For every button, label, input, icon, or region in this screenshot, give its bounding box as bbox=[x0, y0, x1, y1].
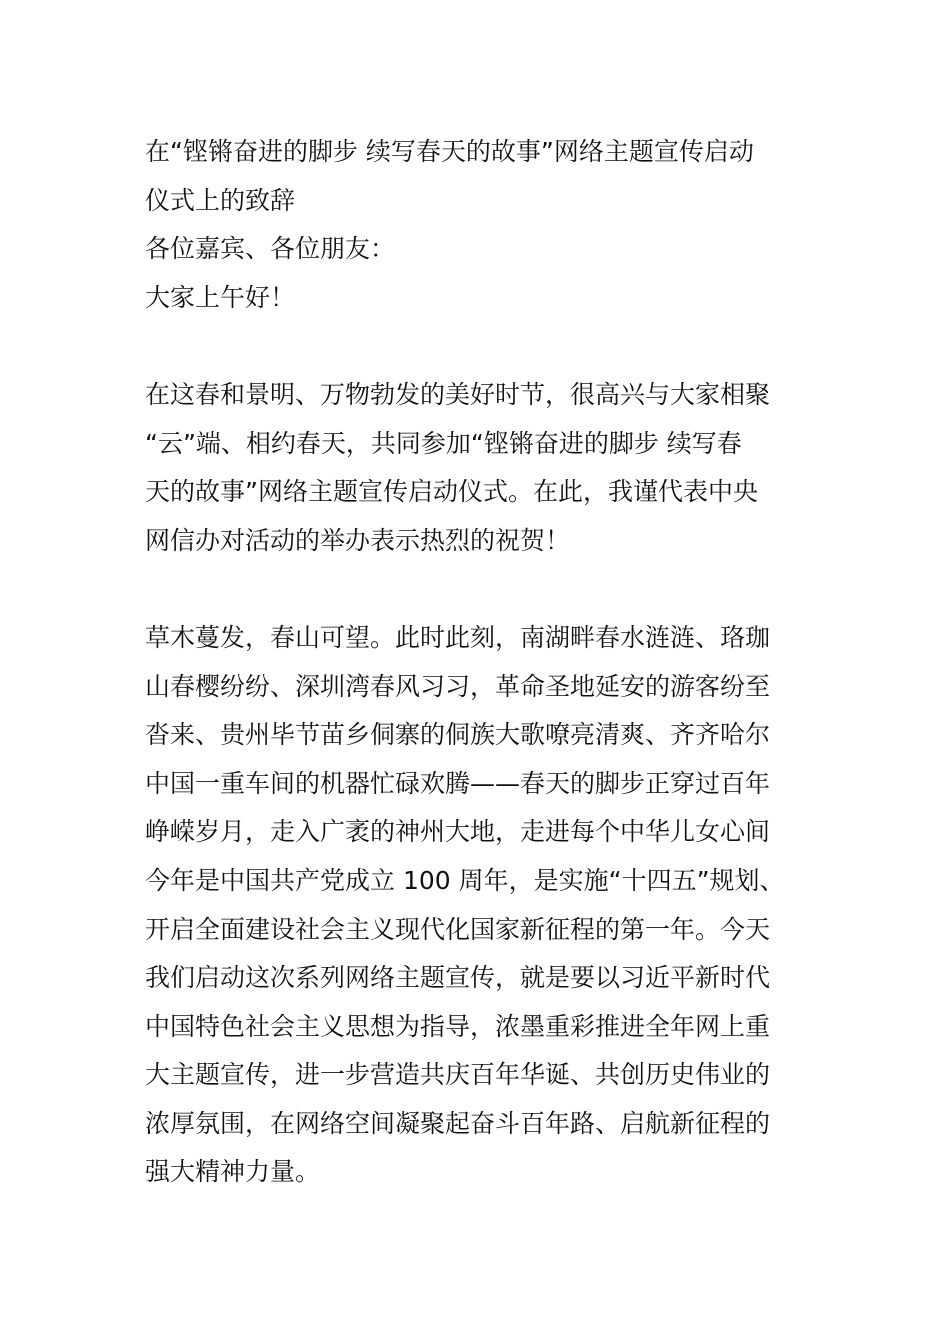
paragraph-spacer bbox=[145, 565, 810, 614]
paragraph-2-line: 山春樱纷纷、深圳湾春风习习，革命圣地延安的游客纷至 bbox=[145, 671, 771, 701]
paragraph-1-line: 网信办对活动的举办表示热烈的祝贺！ bbox=[145, 525, 571, 555]
paragraph-1-line: 天的故事”网络主题宣传启动仪式。在此，我谨代表中央 bbox=[145, 477, 758, 507]
paragraph-2-line: 沓来、贵州毕节苗乡侗寨的侗族大歌嘹亮清爽、齐齐哈尔 bbox=[145, 720, 771, 750]
paragraph-2-line: 强大精神力量。 bbox=[145, 1157, 321, 1187]
paragraph-1-line: 在这春和景明、万物勃发的美好时节，很高兴与大家相聚 bbox=[145, 379, 771, 409]
paragraph-2-line: 中国特色社会主义思想为指导，浓墨重彩推进全年网上重 bbox=[145, 1011, 771, 1041]
document-body bbox=[145, 128, 810, 1197]
greeting: 大家上午好！ bbox=[145, 282, 296, 312]
paragraph-spacer bbox=[145, 322, 810, 371]
paragraph-2-line: 峥嵘岁月，走入广袤的神州大地，走进每个中华儿女心间 bbox=[145, 817, 771, 847]
paragraph-1-line: “云”端、相约春天，共同参加“铿锵奋进的脚步 续写春 bbox=[145, 428, 742, 458]
paragraph-2-line: 我们启动这次系列网络主题宣传，就是要以习近平新时代 bbox=[145, 963, 771, 993]
paragraph-1 bbox=[145, 371, 810, 565]
paragraph-2-line: 开启全面建设社会主义现代化国家新征程的第一年。今天 bbox=[145, 914, 771, 944]
paragraph-2-line: 浓厚氛围，在网络空间凝聚起奋斗百年路、启航新征程的 bbox=[145, 1108, 771, 1138]
paragraph-2-line: 大主题宣传，进一步营造共庆百年华诞、共创历史伟业的 bbox=[145, 1060, 771, 1090]
salutation: 各位嘉宾、各位朋友： bbox=[145, 234, 396, 264]
paragraph-2-line: 今年是中国共产党成立 100 周年，是实施“十四五”规划、 bbox=[145, 865, 785, 895]
title-line-1: 在“铿锵奋进的脚步 续写春天的故事”网络主题宣传启动 bbox=[145, 137, 754, 166]
paragraph-2-line: 中国一重车间的机器忙碌欢腾——春天的脚步正穿过百年 bbox=[145, 768, 771, 798]
paragraph-2-line: 草木蔓发，春山可望。此时此刻，南湖畔春水涟涟、珞珈 bbox=[145, 622, 771, 652]
title-line-2: 仪式上的致辞 bbox=[145, 185, 296, 215]
paragraph-2 bbox=[145, 614, 810, 1197]
